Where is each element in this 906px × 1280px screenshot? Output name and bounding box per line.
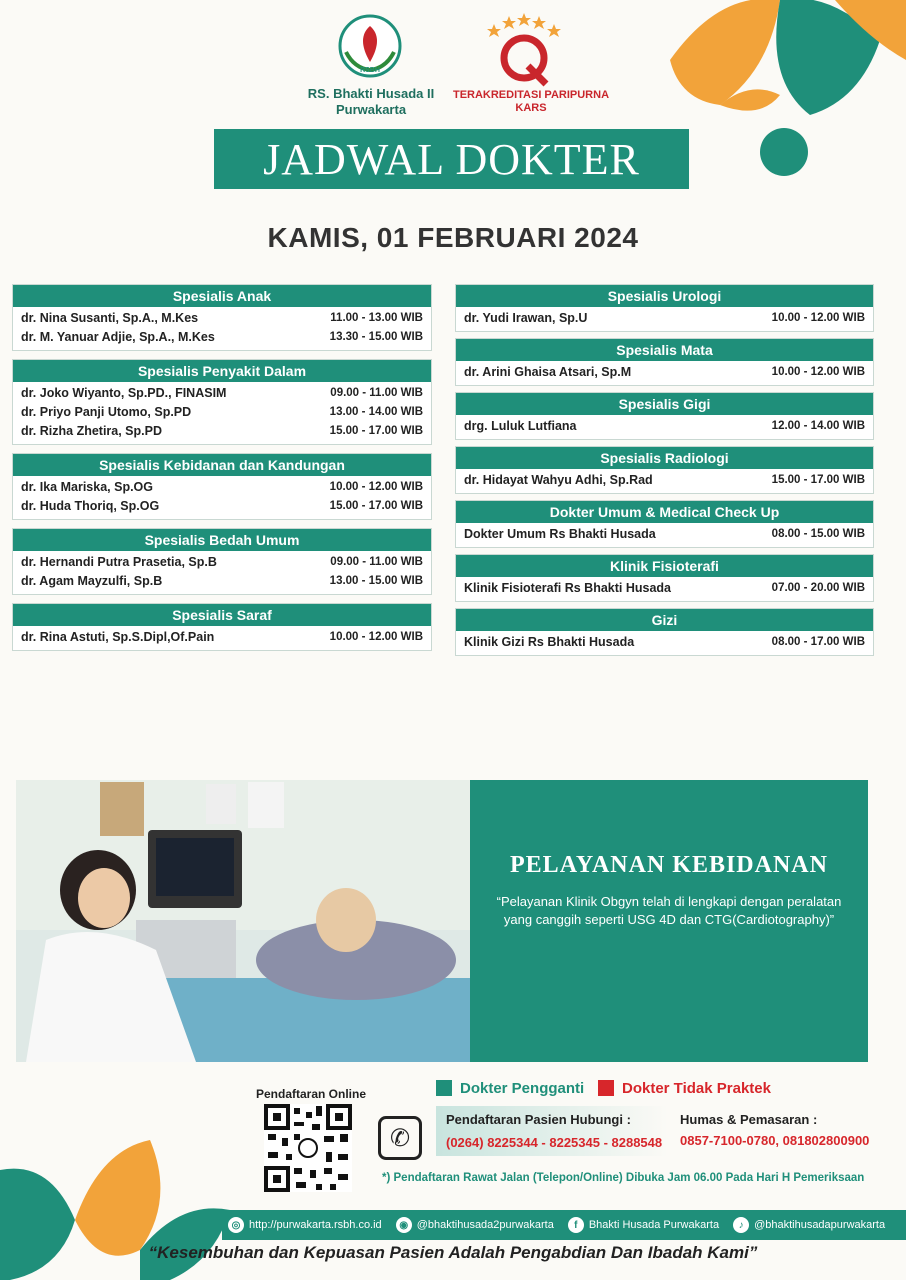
practice-time: 10.00 - 12.00 WIB [329, 481, 423, 493]
schedule-section [12, 453, 432, 520]
practice-time: 10.00 - 12.00 WIB [771, 312, 865, 324]
doctor-row [13, 628, 431, 647]
doctor-name: dr. Nina Susanti, Sp.A., M.Kes [21, 311, 199, 325]
instagram-icon: ◉ [396, 1217, 412, 1233]
schedule-section [12, 528, 432, 595]
phone-icon: ✆ [378, 1116, 422, 1160]
doctor-name: dr. Agam Mayzulfi, Sp.B [21, 574, 163, 588]
schedule-section [455, 446, 874, 494]
section-body [456, 307, 873, 331]
hospital-name-line1: RS. Bhakti Husada II [307, 86, 435, 101]
section-title: Spesialis Mata [456, 339, 873, 361]
section-title: Spesialis Kebidanan dan Kandungan [13, 454, 431, 476]
section-title: Spesialis Saraf [13, 604, 431, 626]
online-registration-label: Pendaftaran Online [255, 1087, 367, 1101]
accreditation-text [446, 89, 616, 115]
doctor-row [456, 417, 873, 436]
doctor-name: Klinik Fisioterafi Rs Bhakti Husada [464, 581, 671, 595]
practice-time: 15.00 - 17.00 WIB [329, 425, 423, 437]
schedule-section [455, 608, 874, 656]
decorative-circle [760, 128, 808, 176]
practice-time: 15.00 - 17.00 WIB [771, 474, 865, 486]
doctor-row [13, 497, 431, 516]
page-title: JADWAL DOKTER [214, 129, 689, 189]
doctor-row [13, 478, 431, 497]
tiktok-text: @bhaktihusadapurwakarta [754, 1219, 886, 1231]
doctor-name: Klinik Gizi Rs Bhakti Husada [464, 635, 635, 649]
section-title: Spesialis Penyakit Dalam [13, 360, 431, 382]
section-body [456, 523, 873, 547]
section-title: Klinik Fisioterafi [456, 555, 873, 577]
section-body [456, 415, 873, 439]
doctor-row [13, 384, 431, 403]
registration-note: *) Pendaftaran Rawat Jalan (Telepon/Online) Dibuka Jam 06.00 Pada Hari H Pemeriksaan [382, 1172, 865, 1184]
section-title: Spesialis Gigi [456, 393, 873, 415]
schedule-section [12, 603, 432, 651]
instagram-link[interactable] [396, 1217, 554, 1233]
practice-time: 15.00 - 17.00 WIB [329, 500, 423, 512]
schedule-section [455, 338, 874, 386]
doctor-name: dr. Rina Astuti, Sp.S.Dipl,Of.Pain [21, 630, 215, 644]
social-footer-bar [222, 1210, 906, 1240]
doctor-name: dr. Joko Wiyanto, Sp.PD., FINASIM [21, 386, 227, 400]
pr-label: Humas & Pemasaran : [680, 1112, 818, 1127]
registration-phones[interactable]: (0264) 8225344 - 8225345 - 8288548 [446, 1135, 663, 1150]
section-title: Spesialis Anak [13, 285, 431, 307]
doctor-name: drg. Luluk Lutfiana [464, 419, 577, 433]
promo-photo [16, 780, 470, 1062]
promo-text: “Pelayanan Klinik Obgyn telah di lengkapi dengan peralatan yang canggih seperti USG 4D dan CTG(Cardiotography)” [496, 894, 842, 927]
doctor-row [13, 403, 431, 422]
doctor-row [13, 572, 431, 591]
doctor-name: dr. Priyo Panji Utomo, Sp.PD [21, 405, 192, 419]
practice-time: 09.00 - 11.00 WIB [330, 556, 423, 568]
doctor-name: dr. Yudi Irawan, Sp.U [464, 311, 588, 325]
doctor-name: Dokter Umum Rs Bhakti Husada [464, 527, 656, 541]
legend-substitute-label: Dokter Pengganti [460, 1080, 585, 1097]
section-body [456, 469, 873, 493]
hospital-name-line2: Purwakarta [335, 102, 407, 117]
section-body [13, 307, 431, 350]
motto: “Kesembuhan dan Kepuasan Pasien Adalah Pengabdian Dan Ibadah Kami” [148, 1243, 758, 1262]
doctor-name: dr. Huda Thoriq, Sp.OG [21, 499, 160, 513]
practice-time: 12.00 - 14.00 WIB [771, 420, 865, 432]
doctor-name: dr. Arini Ghaisa Atsari, Sp.M [464, 365, 632, 379]
doctor-name: dr. Rizha Zhetira, Sp.PD [21, 424, 162, 438]
section-title: Spesialis Radiologi [456, 447, 873, 469]
doctor-row [456, 309, 873, 328]
practice-time: 13.00 - 14.00 WIB [329, 406, 423, 418]
facebook-icon: f [568, 1217, 584, 1233]
tiktok-icon: ♪ [733, 1217, 749, 1233]
schedule-section [455, 554, 874, 602]
doctor-row [456, 525, 873, 544]
practice-time: 10.00 - 12.00 WIB [771, 366, 865, 378]
globe-icon: ◎ [228, 1217, 244, 1233]
registration-label: Pendaftaran Pasien Hubungi : [446, 1112, 631, 1127]
legend-substitute-swatch [436, 1080, 452, 1096]
hospital-name [286, 86, 456, 118]
doctor-row [13, 553, 431, 572]
doctor-row [13, 328, 431, 347]
doctor-row [13, 309, 431, 328]
schedule-date: KAMIS, 01 FEBRUARI 2024 [267, 222, 639, 253]
practice-time: 09.00 - 11.00 WIB [330, 387, 423, 399]
logo-text: RSBH [360, 67, 380, 74]
doctor-name: dr. Ika Mariska, Sp.OG [21, 480, 154, 494]
section-body [13, 382, 431, 444]
tiktok-link[interactable] [733, 1217, 885, 1233]
practice-time: 07.00 - 20.00 WIB [771, 582, 865, 594]
doctor-name: dr. Hernandi Putra Prasetia, Sp.B [21, 555, 217, 569]
section-body [13, 476, 431, 519]
section-title: Spesialis Urologi [456, 285, 873, 307]
schedule-section [12, 284, 432, 351]
practice-time: 13.00 - 15.00 WIB [329, 575, 423, 587]
doctor-row [13, 422, 431, 441]
accreditation-logo [484, 10, 564, 88]
promo-title: PELAYANAN KEBIDANAN [510, 852, 828, 878]
doctor-name: dr. Hidayat Wahyu Adhi, Sp.Rad [464, 473, 653, 487]
qr-code[interactable] [264, 1104, 352, 1192]
accreditation-line1: TERAKREDITASI PARIPURNA [452, 89, 610, 101]
legend-absent-label: Dokter Tidak Praktek [622, 1080, 771, 1097]
instagram-text: @bhaktihusada2purwakarta [416, 1219, 554, 1231]
section-body [13, 626, 431, 650]
hospital-logo [336, 12, 404, 80]
schedule-section [12, 359, 432, 445]
section-body [13, 551, 431, 594]
practice-time: 10.00 - 12.00 WIB [329, 631, 423, 643]
schedule-section [455, 392, 874, 440]
section-body [456, 361, 873, 385]
schedule-section [455, 500, 874, 548]
doctor-name: dr. M. Yanuar Adjie, Sp.A., M.Kes [21, 330, 215, 344]
doctor-row [456, 363, 873, 382]
facebook-text: Bhakti Husada Purwakarta [588, 1219, 720, 1231]
section-title: Gizi [456, 609, 873, 631]
decorative-petals-top-right [660, 0, 906, 120]
doctor-row [456, 471, 873, 490]
practice-time: 11.00 - 13.00 WIB [330, 312, 423, 324]
website-text: http://purwakarta.rsbh.co.id [249, 1219, 382, 1231]
pr-phones[interactable]: 0857-7100-0780, 081802800900 [680, 1133, 870, 1148]
section-body [456, 631, 873, 655]
practice-time: 08.00 - 17.00 WIB [771, 636, 865, 648]
schedule-section [455, 284, 874, 332]
practice-time: 08.00 - 15.00 WIB [771, 528, 865, 540]
website-link[interactable] [228, 1217, 382, 1233]
facebook-link[interactable] [568, 1217, 719, 1233]
legend-absent-swatch [598, 1080, 614, 1096]
section-title: Dokter Umum & Medical Check Up [456, 501, 873, 523]
doctor-row [456, 579, 873, 598]
doctor-row [456, 633, 873, 652]
accreditation-line2: KARS [515, 102, 547, 114]
section-title: Spesialis Bedah Umum [13, 529, 431, 551]
practice-time: 13.30 - 15.00 WIB [329, 331, 423, 343]
section-body [456, 577, 873, 601]
